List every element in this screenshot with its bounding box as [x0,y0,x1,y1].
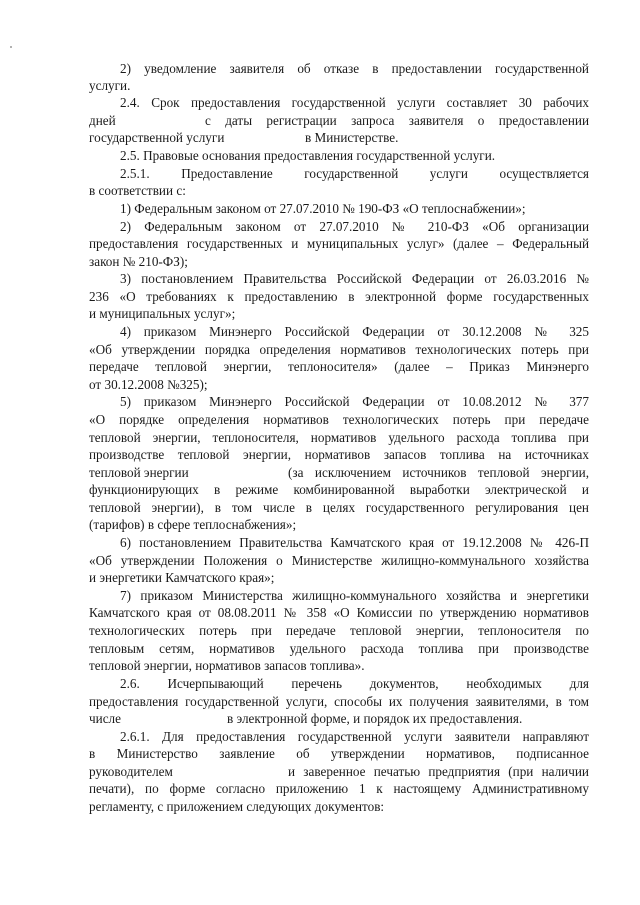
text-line: закон № 210-ФЗ); [89,254,188,269]
text-line: «Об утверждении Положения о Министерстве жилищно-коммунального хозяйства [89,553,589,568]
text-line: дней [89,113,116,128]
text-line: услуги. [89,78,131,93]
text-line: в Министерстве. [305,130,399,145]
text-line: 2) уведомление заявителя об отказе в предоставлении государственной [120,61,589,76]
text-line: тепловой энергии, теплоносителя, нормативов удельного расхода топлива при [89,430,589,445]
text-line: 3) постановлением Правительства Российской Федерации от 26.03.2016 № [120,271,589,286]
text-line: в электронной форме, и порядок их предоставления. [227,711,523,726]
text-line: и заверенное печатью предприятия (при наличии [288,764,589,779]
text-line: предоставления государственной услуги, способы их получения заявителями, в том [89,694,589,709]
text-line: тепловой энергии), в том числе в целях государственного регулирования цен [89,500,589,515]
text-line: 1) Федеральным законом от 27.07.2010 № 190-ФЗ «О теплоснабжении»; [120,201,526,216]
text-line: «О порядке определения нормативов технологических потерь при передаче [89,412,589,427]
text-line: предоставления государственных и муниципальных услуг» (далее – Федеральный [89,236,589,251]
text-line: регламенту, с приложением следующих документов: [89,799,385,814]
text-line: Камчатского края от 08.08.2011 № 358 «О Комиссии по утверждению нормативов [89,605,589,620]
text-line: 236 «О требованиях к предоставлению в электронной форме государственных [89,289,589,304]
text-line: тепловым сетям, нормативов удельного расхода топлива при производстве [89,641,589,656]
text-line: передаче тепловой энергии, теплоносителя» (далее – Приказ Минэнерго [89,359,589,374]
text-line: в соответствии с: [89,183,186,198]
text-line: 5) приказом Минэнерго Российской Федерации от 10.08.2012 № 377 [120,394,589,409]
text-line: 2.6. Исчерпывающий перечень документов, необходимых для [120,676,589,691]
text-line: с даты регистрации запроса заявителя о предоставлении [205,113,589,128]
text-line: и энергетики Камчатского края»; [89,570,275,585]
text-line: 2.5. Правовые основания предоставления государственной услуги. [120,148,496,163]
text-line: и муниципальных услуг»; [89,306,236,321]
text-line: 7) приказом Министерства жилищно-коммунального хозяйства и энергетики [120,588,589,603]
text-line: производстве тепловой энергии, нормативов запасов топлива на источниках [89,447,589,462]
text-line: (за исключением источников тепловой энергии, [288,465,589,480]
text-line: числе [89,711,121,726]
text-line: 4) приказом Минэнерго Российской Федерации от 30.12.2008 № 325 [120,324,589,339]
text-line: печати), по форме согласно приложению 1 к настоящему Административному [89,781,589,796]
text-line: функционирующих в режиме комбинированной выработки электрической и [89,482,589,497]
text-line: от 30.12.2008 №325); [89,377,208,392]
text-line: (тарифов) в сфере теплоснабжения»; [89,517,297,532]
text-line: в Министерство заявление об утверждении нормативов, подписанное [89,746,589,761]
text-line: 2) Федеральным законом от 27.07.2010 № 210-ФЗ «Об организации [120,219,589,234]
text-line: 2.5.1. Предоставление государственной услуги осуществляется [120,166,589,181]
text-line: государственной услуги [89,130,225,145]
text-line: 2.6.1. Для предоставления государственной услуги заявители направляют [120,729,589,744]
text-line: «Об утверждении порядка определения нормативов технологических потерь при [89,342,589,357]
text-line: 2.4. Срок предоставления государственной услуги составляет 30 рабочих [120,95,589,110]
text-line: руководителем [89,764,173,779]
text-line: тепловой энергии, нормативов запасов топлива». [89,658,365,673]
scan-speck [10,46,12,48]
text-line: технологических потерь при передаче тепловой энергии, теплоносителя по [89,623,589,638]
text-line: тепловой энергии [89,465,189,480]
text-line: 6) постановлением Правительства Камчатского края от 19.12.2008 № 426-П [120,535,589,550]
